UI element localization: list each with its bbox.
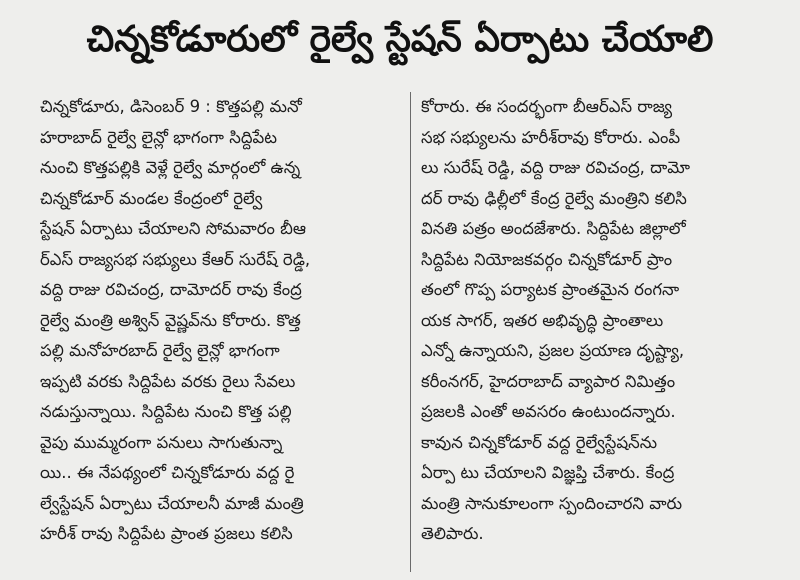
body-line: వైపు ముమ్మరంగా పనులు సాగుతున్నా [40,432,283,452]
body-line: మంత్రి సానుకూలంగా స్పందించారని వారు [421,493,683,513]
body-line: సిద్దిపేట నియోజకవర్గం చిన్నకోడూర్ ప్రాం [421,249,673,269]
body-line: ఏర్పా టు చేయాలని విజ్ఞప్తి చేశారు. కేంద్ర [421,463,675,482]
body-line: కోరారు. ఈ సందర్భంగా బీఆర్ఎస్ రాజ్య [421,97,673,116]
body-line: తంలో గొప్ప పర్యాటక ప్రాంతమైన రంగనా [421,280,680,299]
body-line: ఇప్పటి వరకు సిద్దిపేట వరకు రైలు సేవలు [40,371,296,391]
body-line: తెలిపారు. [421,524,484,543]
body-line: నడుస్తున్నాయి. సిద్దిపేట నుంచి కొత్త పల్లి [40,402,292,421]
body-line: లు సురేష్ రెడ్డి, వద్ది రాజు రవిచంద్ర, దామో [421,158,690,177]
body-line: ఎన్నో ఉన్నాయని, ప్రజల ప్రయాణ దృష్ట్యా, [421,341,685,360]
body-line: యక సాగర్, ఇతర అభివృద్ధి ప్రాంతాలు [421,310,664,330]
body-line: హరాబాద్ రైల్వే లైన్లో భాగంగా సిద్దిపేట [40,127,277,147]
left-column [40,92,408,572]
body-line: యి.. ఈ నేపథ్యంలో చిన్నకోడూరు వద్ద రై [40,463,295,482]
body-line: ల్వేస్టేషన్ ఏర్పాటు చేయాలనీ మాజీ మంత్రి [40,493,304,513]
body-line: దర్ రావు ఢిల్లీలో కేంద్ర రైల్వే మంత్రిని కలిసి [421,188,687,208]
right-column [419,92,769,572]
body-line: హరీశ్ రావు సిద్దిపేట ప్రాంత ప్రజలు కలిసి [40,524,293,543]
body-line: రైల్వే మంత్రి అశ్విన్ వైష్ణవ్‌ను కోరారు. కొత్త [40,310,301,330]
body-line: కావున చిన్నకోడూర్ వద్ద రైల్వేస్టేషన్‌ను [421,432,658,452]
body-line: స్టేషన్ ఏర్పాటు చేయాలని సోమవారం బీఆ [40,219,306,238]
body-line: పల్లి మనోహరబాద్ రైల్వే లైన్లో భాగంగా [40,341,280,360]
article-body [40,92,780,572]
body-line: ర్ఎస్ రాజ్యసభ సభ్యులు కేఆర్ సురేష్ రెడ్డి, [40,249,311,269]
body-line: చిన్నకోడూరు, డిసెంబర్ 9 : కొత్తపల్లి మనో [40,97,302,116]
body-line: సభ సభ్యులను హరీశ్‌రావు కోరారు. ఎంపీ [421,127,681,147]
column-divider [410,92,411,572]
body-line: చిన్నకోడూర్ మండల కేంద్రంలో రైల్వే [40,188,263,208]
headline: చిన్నకోడూరులో రైల్వే స్టేషన్ ఏర్పాటు చేయాలి [86,19,714,60]
body-line: ప్రజలకి ఎంతో అవసరం ఉంటుందన్నారు. [421,402,676,421]
body-line: వద్ది రాజు రవిచంద్ర, దామోదర్ రావు కేంద్ర [40,280,302,299]
body-line: వినతి పత్రం అందజేశారు. సిద్దిపేట జిల్లాలో [421,219,686,238]
body-line: నుంచి కొత్తపల్లికి వెళ్లే రైల్వే మార్గంలో ఉన్న [40,158,301,177]
body-line: కరీంనగర్, హైదరాబాద్ వ్యాపార నిమిత్తం [421,371,676,391]
